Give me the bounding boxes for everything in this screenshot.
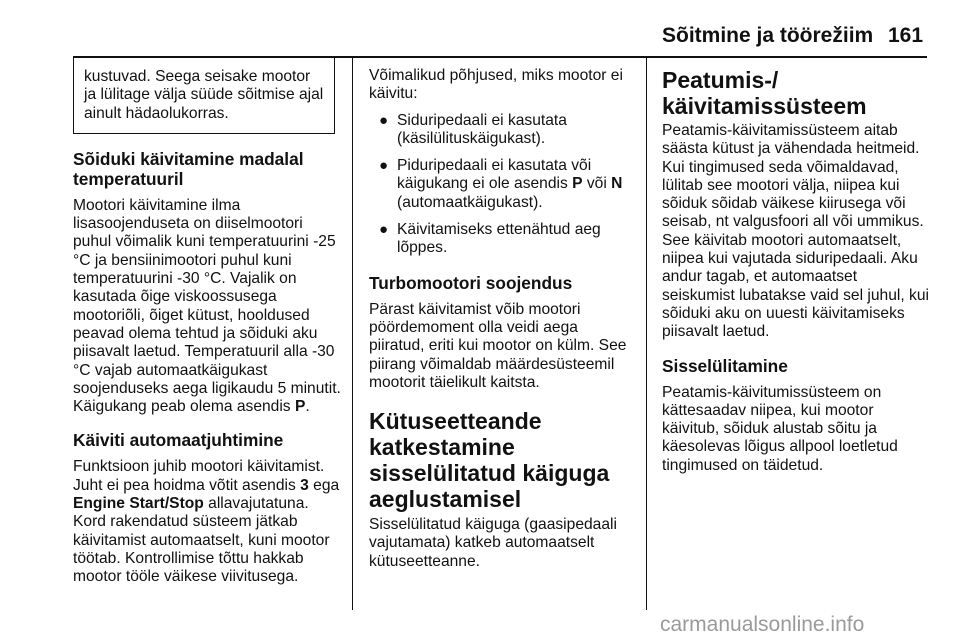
- page-header: [0, 0, 960, 62]
- chapter-title: Sõitmine ja töörežiim: [662, 24, 874, 47]
- paragraph-low-temperature: Mootori käivitamine ilma lisasoojenduseta on diiselmootori puhul võimalik kuni temperatuurini -25 °C ja bensiinimootori puhul kuni temperatuurini -30 °C. Vajalik on kasutada õige viskoossusega mootoriõli, õiget kütust, hooldused peavad olema tehtud ja sõiduki aku piisavalt laetud. Temperatuuril alla -30 °C vajab automaatkäigukast soojenduseks aega ligikaudu 5 minutit. Käigukang peab olema asendis P.: [73, 196, 341, 416]
- causes-list: [369, 112, 635, 258]
- column-3: [662, 67, 934, 475]
- section-heading-activation: Sisselülitamine: [662, 355, 788, 376]
- warning-note-box: [73, 58, 335, 134]
- paragraph-turbo-warmup: Pärast käivitamist võib mootori pöördemoment olla veidi aega piiratud, eriti kui mootor on külm. See piirang võimaldab määrdesüsteemil mootorit täielikult kaitsta.: [369, 300, 627, 391]
- column-divider-2: [646, 58, 647, 610]
- paragraph-activation: Peatamis-käivitumissüsteem on kättesaadav niipea, kui mootor käivitub, sõiduk alustab sõitu ja käesolevas lõigus allpool loetletud tingimused on täidetud.: [662, 383, 898, 474]
- bullet-icon: ●: [379, 157, 389, 175]
- causes-intro: Võimalikud põhjused, miks mootor ei käivitu:: [369, 67, 623, 103]
- list-item: ● Siduripedaali ei kasutata (käsilülituskäigukast).: [379, 111, 567, 147]
- bullet-icon: ●: [379, 111, 389, 129]
- note-text: kustuvad. Seega seisake mootor ja lülitage välja süüde sõitmise ajal ainult hädaolukorras.: [84, 68, 324, 122]
- paragraph-fuel-cutoff: Sisselülitatud käiguga (gaasipedaali vajutamata) katkeb automaatselt kütuseetteanne.: [369, 516, 617, 570]
- section-heading-fuel-cutoff: Kütuseetteande katkestamine sisselülitatud käiguga aeglustamisel: [369, 408, 610, 513]
- column-1: [73, 58, 345, 587]
- section-heading-turbo-warmup: Turbomootori soojendus: [369, 272, 573, 293]
- section-heading-low-temperature: Sõiduki käivitamine madalal temperatuuril: [73, 148, 304, 189]
- paragraph-stop-start: Peatamis-käivitamissüsteem aitab säästa kütust ja vähendada heitmeid. Kui tingimused seda võimaldavad, lülitab see mootori välja, niipea kui sõiduk sõidab väikese kiirusega või seisab, nt valgusfoori all või ummikus. See käivitab mootori automaatselt, niipea kui vajutada siduripedaali. Aku andur tagab, et automaatset seiskumist lubatakse vaid sel juhul, kui sõiduki aku on uuesti käivitamiseks piisavalt laetud.: [662, 122, 929, 341]
- page-number: 161: [888, 24, 924, 47]
- section-heading-stop-start: Peatumis-/ käivitamissüsteem: [662, 67, 867, 119]
- section-heading-starter-control: Käiviti automaatjuhtimine: [73, 430, 284, 451]
- column-2: [369, 67, 635, 571]
- column-divider-1: [352, 58, 353, 610]
- watermark: carmanualsonline.info: [660, 613, 865, 636]
- list-item: ● Käivitamiseks ettenähtud aeg lõppes.: [379, 221, 601, 257]
- paragraph-starter-control: Funktsioon juhib mootori käivitamist. Juht ei pea hoidma võtit asendis 3 ega Engine Start/Stop allavajutatuna. Kord rakendatud süsteem jätkab käivitamist automaatselt, kuni mootor töötab. Kontrollimise tõttu hakkab mootor tööle väikese viivitusega.: [73, 458, 340, 586]
- bullet-icon: ●: [379, 221, 389, 239]
- list-item: ● Piduripedaali ei kasutata või käigukang ei ole asendis P või N (automaatkäigukast).: [379, 157, 623, 211]
